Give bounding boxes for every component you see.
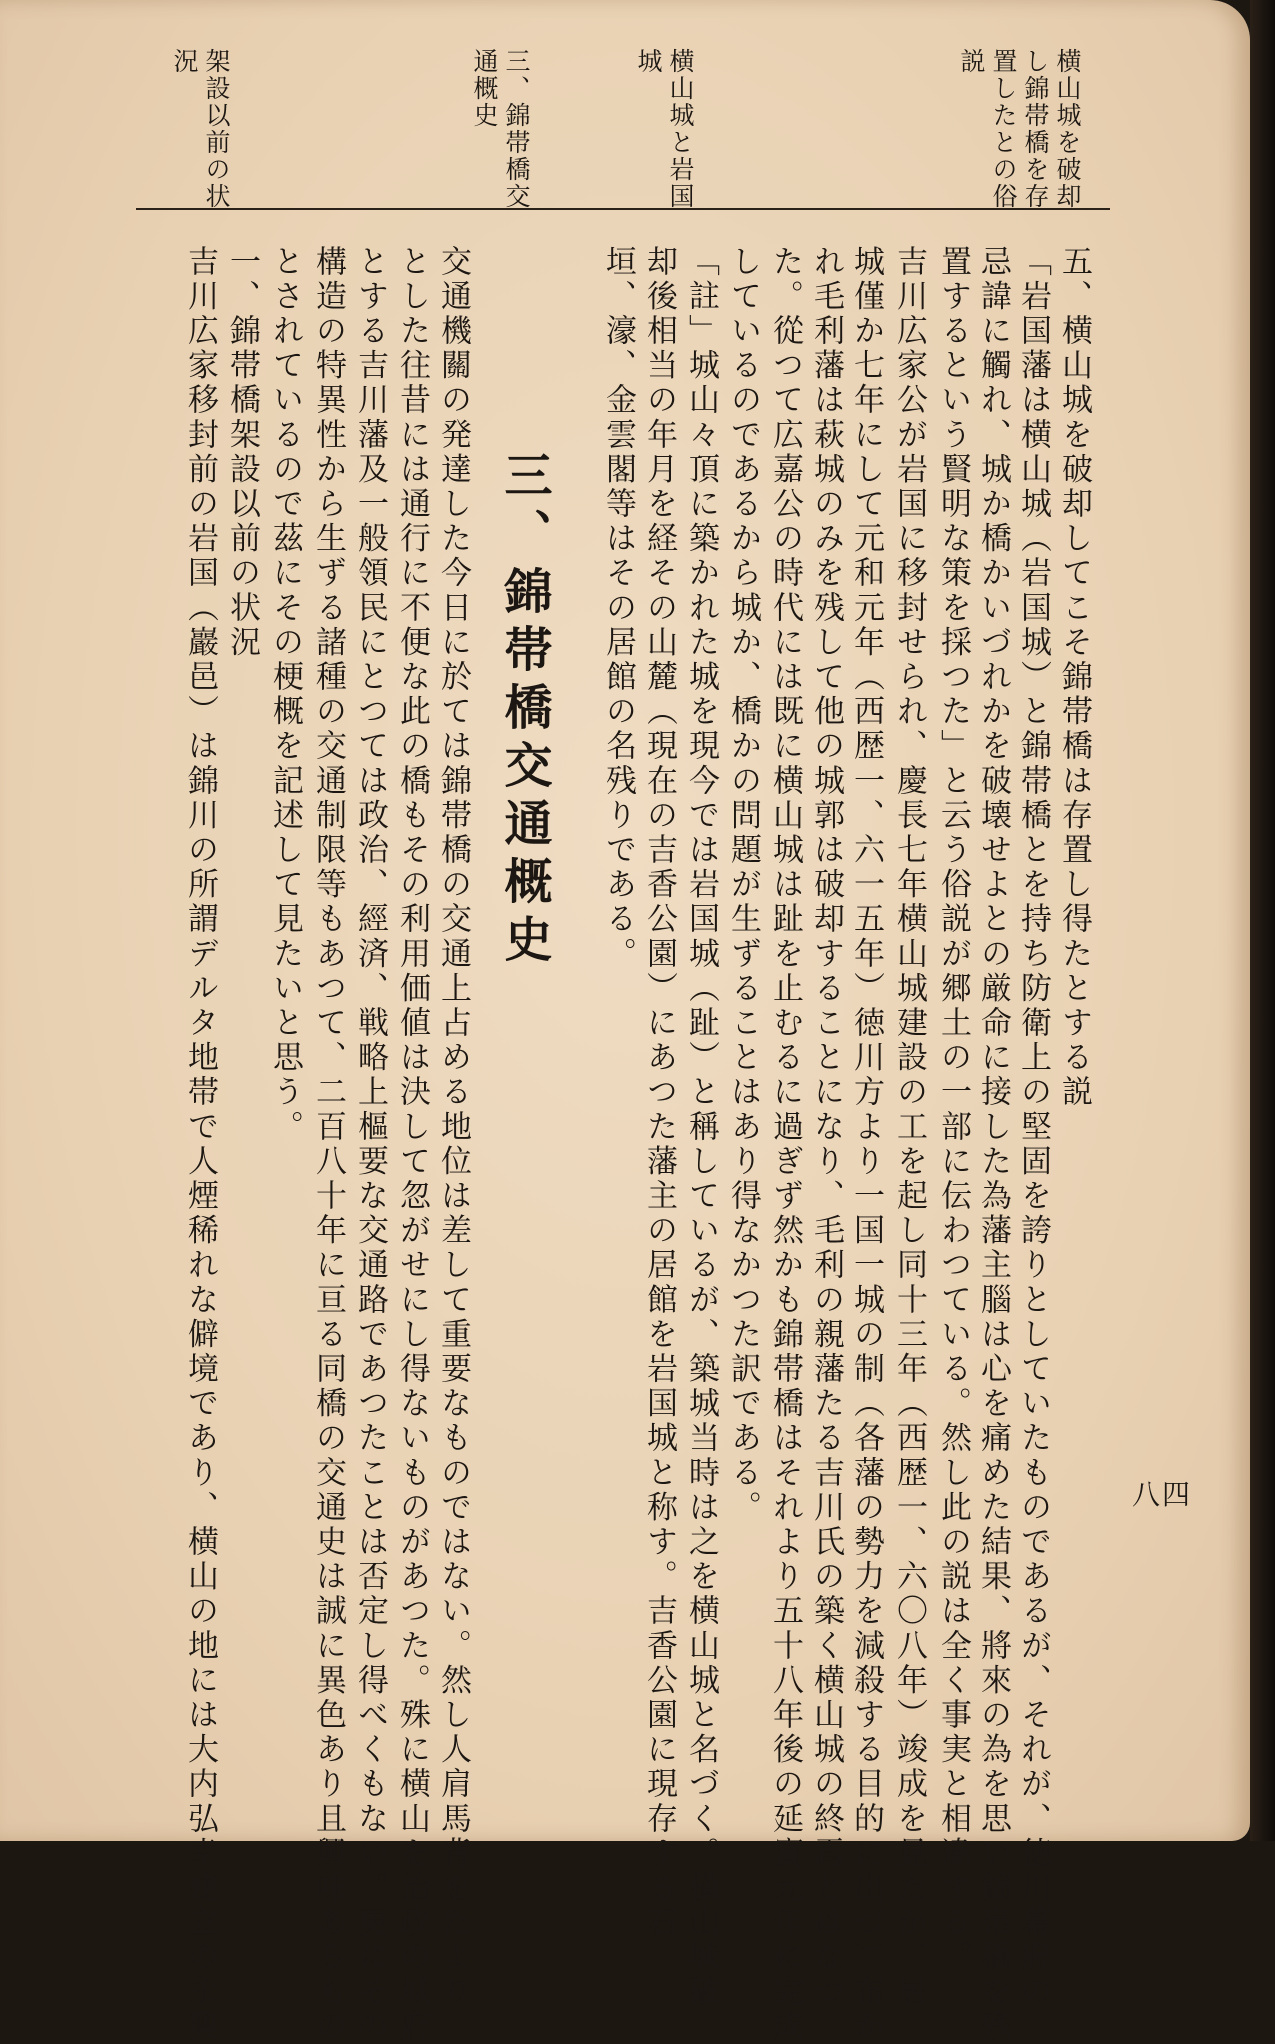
page-number: 八四 <box>1132 1478 1193 1511</box>
body-line: 交通機關の発達した今日に於ては錦帯橋の交通上占める地位は差して重要なものではない。然し人肩馬背をたより <box>435 245 471 2010</box>
body-line: 却後相当の年月を経その山麓（現在の吉香公園）にあつた藩主の居館を岩国城と称す。吉香公園に現存する石 <box>641 245 677 1941</box>
margin-note-line: 置したとの俗 <box>989 48 1018 210</box>
body-line: とする吉川藩及一般領民にとつては政治、經済、戦略上樞要な交通路であつたことは否定し得べくもない。更にその <box>352 245 388 2044</box>
margin-note-line: 横山城と岩国 <box>666 48 695 210</box>
margin-note-line: 通概史 <box>470 48 499 129</box>
body-line: 垣、濠、金雲閣等はその居館の名残りである。 <box>600 245 636 972</box>
margin-note-1 <box>955 48 1083 210</box>
margin-note-line: 況 <box>170 48 199 75</box>
subheading: 一、錦帯橋架設以前の状況 <box>224 245 260 661</box>
body-line: 忌諱に觸れ、城か橋かいづれかを破壊せよとの厳命に接した為藩主腦は心を痛めた結果、將來の為を思い錦帯橋を残 <box>975 245 1011 2044</box>
page-edge <box>1250 0 1275 1841</box>
header-rule <box>136 208 1110 210</box>
margin-note-3 <box>468 48 532 210</box>
margin-note-line: 三、錦帯橋交 <box>502 48 531 210</box>
body-line: しているのであるから城か、橋かの問題が生ずることはあり得なかつた訳である。 <box>725 245 761 1526</box>
section-title: 三、錦帯橋交通概史 <box>496 450 552 972</box>
body-line: 五、横山城を破却してこそ錦帯橋は存置し得たとする説 <box>1056 245 1092 1110</box>
body-line: とされているので茲にその梗概を記述して見たいと思う。 <box>267 245 303 1145</box>
body-line: れ毛利藩は萩城のみを残して他の城郭は破却することになり、毛利の親藩たる吉川氏の築く横山城の終焉とはなつ <box>808 245 844 2010</box>
body-line: 「註」城山々頂に築かれた城を現今では岩国城（趾）と稱しているが、築城当時は之を横山城と名づく。横山城破 <box>683 245 719 2010</box>
body-line: 置するという賢明な策を採つた」と云う俗説が郷土の一部に伝わつている。然し此の説は全く事実と相違する。 <box>935 245 971 1975</box>
body-line: 吉川広家移封前の岩国（巖邑）は錦川の所謂デルタ地帯で人煙稀れな僻境であり、横山の地には大内弘幸建立の永興 <box>182 245 218 2044</box>
margin-note-line: 横山城を破却 <box>1053 48 1082 210</box>
body-line: とした往昔には通行に不便な此の橋もその利用価値は決して忽がせにし得ないものがあつた。殊に横山を治政の城府 <box>394 245 430 2044</box>
body-line: 「岩国藩は横山城（岩国城）と錦帯橋とを持ち防衛上の堅固を誇りとしていたものであるが、それが、徳川幕府の <box>1015 245 1051 2010</box>
body-line: た。從つて広嘉公の時代には既に横山城は趾を止むるに過ぎず然かも錦帯橋はそれより五十八年後の延寶元年に完成 <box>767 245 803 2044</box>
body-line: 吉川広家公が岩国に移封せられ、慶長七年横山城建設の工を起し同十三年（西歴一、六〇八年）竣成を見たが、居 <box>891 245 927 2010</box>
body-line: 構造の特異性から生ずる諸種の交通制限等もあつて、二百八十年に亘る同橋の交通史は誠に異色あり且興味あるもの <box>310 245 346 2044</box>
body-line: 城僅か七年にして元和元年（西歴一、六一五年）徳川方より一国一城の制（各藩の勢力を減殺する目的に出づ）布か <box>848 245 884 2044</box>
margin-note-line: し錦帯橋を存 <box>1021 48 1050 210</box>
margin-note-line: 架設以前の状 <box>202 48 231 210</box>
margin-note-line: 城 <box>634 48 663 75</box>
margin-note-2 <box>632 48 696 210</box>
margin-note-line: 説 <box>957 48 986 75</box>
margin-note-4 <box>168 48 232 210</box>
